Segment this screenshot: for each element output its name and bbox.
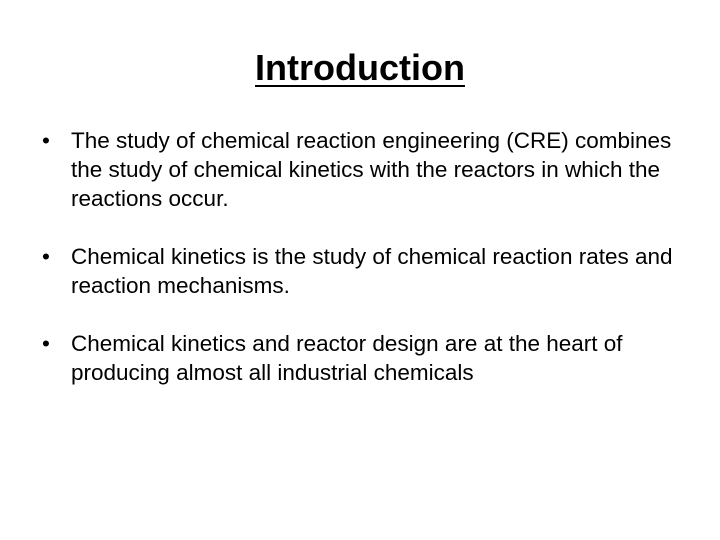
bullet-text: The study of chemical reaction engineering (CRE) combines the study of chemical kinetics with the reactors in which the reactions occur. [71,128,672,211]
bullet-text: Chemical kinetics is the study of chemical reaction rates and reaction mechanisms. [71,244,673,298]
bullet-marker: • [42,244,50,269]
bullet-list [42,126,682,416]
bullet-marker: • [42,331,50,356]
slide-title: Introduction [255,47,465,88]
bullet-text: Chemical kinetics and reactor design are at the heart of producing almost all industrial chemicals [71,331,623,385]
bullet-item [42,242,682,300]
bullet-item [42,329,682,387]
bullet-marker: • [42,128,50,153]
bullet-item [42,126,682,213]
